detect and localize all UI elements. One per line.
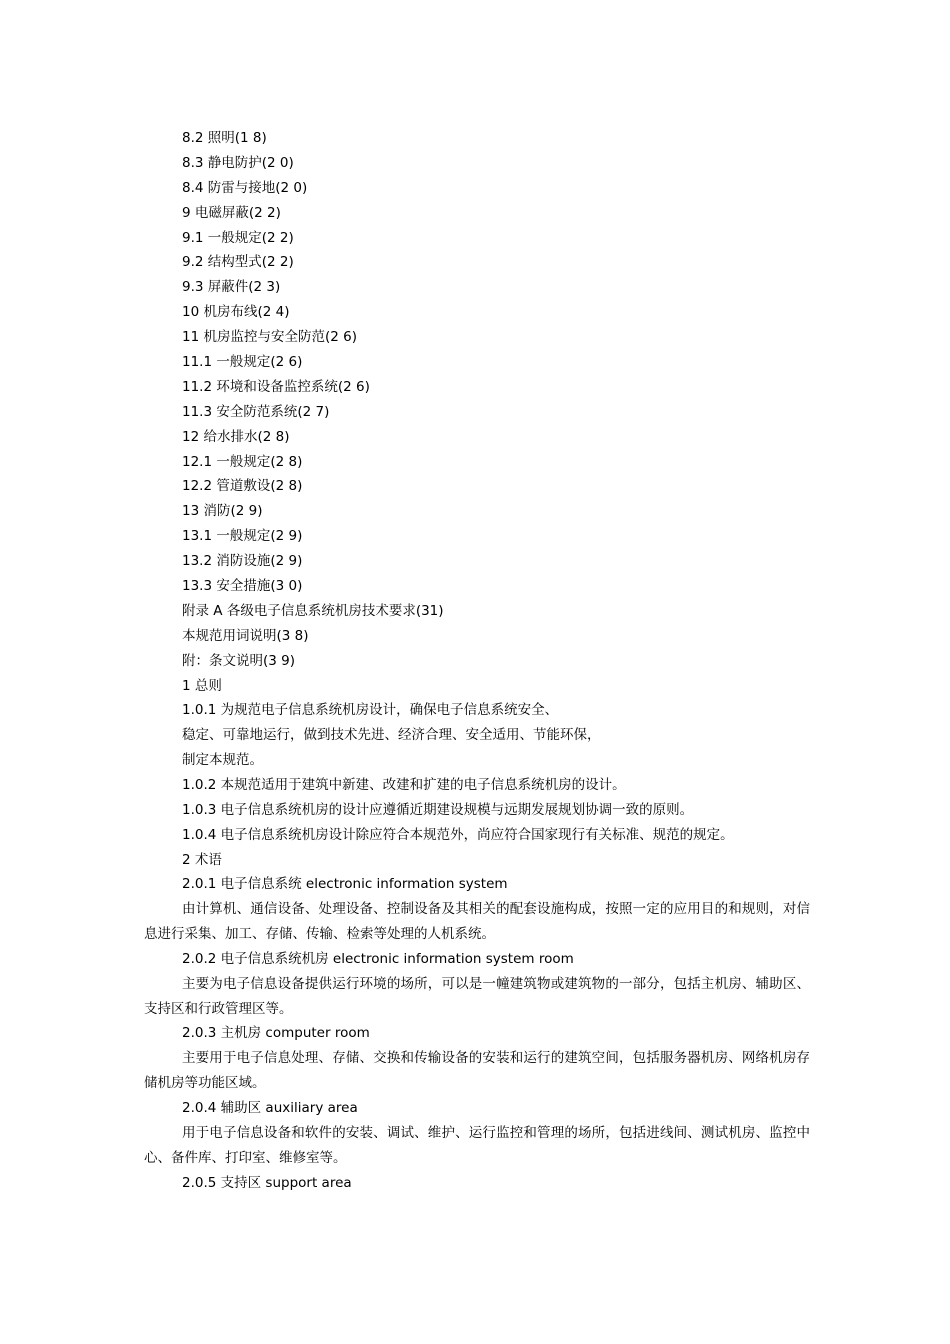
toc-line: 9.3 屏蔽件(2 3)	[182, 279, 281, 296]
toc-line: 10 机房布线(2 4)	[182, 304, 290, 321]
toc-line: 本规范用词说明(3 8)	[182, 627, 309, 644]
term-definition: 由计算机、通信设备、处理设备、控制设备及其相关的配套设施构成，按照一定的应用目的和规则，对信息进行采集、加工、存储、传输、检索等处理的人机系统。	[144, 900, 810, 942]
clause-line: 制定本规范。	[182, 752, 263, 769]
term-heading: 2.0.4 辅助区 auxiliary area	[182, 1100, 358, 1117]
toc-line: 13.3 安全措施(3 0)	[182, 578, 303, 595]
term-heading: 2.0.2 电子信息系统机房 electronic information system room	[182, 950, 574, 967]
toc-line: 附：条文说明(3 9)	[182, 652, 296, 669]
toc-line: 11.1 一般规定(2 6)	[182, 354, 303, 371]
toc-line: 8.4 防雷与接地(2 0)	[182, 179, 308, 196]
toc-line: 12 给水排水(2 8)	[182, 428, 290, 445]
term-heading: 2.0.5 支持区 support area	[182, 1174, 352, 1191]
toc-line: 11 机房监控与安全防范(2 6)	[182, 329, 357, 346]
clause-line: 1.0.4 电子信息系统机房设计除应符合本规范外，尚应符合国家现行有关标准、规范的规定。	[182, 826, 734, 843]
term-definition: 主要用于电子信息处理、存储、交换和传输设备的安装和运行的建筑空间，包括服务器机房、网络机房存储机房等功能区域。	[144, 1050, 810, 1092]
toc-line: 13.1 一般规定(2 9)	[182, 528, 303, 545]
toc-line: 附录 A 各级电子信息系统机房技术要求(31)	[182, 602, 444, 619]
toc-list	[182, 126, 734, 873]
toc-line: 9 电磁屏蔽(2 2)	[182, 204, 281, 221]
toc-line: 11.3 安全防范系统(2 7)	[182, 403, 330, 420]
term-definition: 主要为电子信息设备提供运行环境的场所，可以是一幢建筑物或建筑物的一部分，包括主机房、辅助区、支持区和行政管理区等。	[144, 975, 810, 1017]
toc-line: 12.1 一般规定(2 8)	[182, 453, 303, 470]
clause-line: 稳定、可靠地运行，做到技术先进、经济合理、安全适用、节能环保，	[182, 727, 601, 744]
toc-line: 11.2 环境和设备监控系统(2 6)	[182, 378, 370, 395]
clause-line: 1.0.3 电子信息系统机房的设计应遵循近期建设规模与远期发展规划协调一致的原则。	[182, 802, 694, 819]
clause-line: 1.0.1 为规范电子信息系统机房设计，确保电子信息系统安全、	[182, 702, 559, 719]
term-heading: 2.0.3 主机房 computer room	[182, 1025, 370, 1042]
toc-line: 12.2 管道敷设(2 8)	[182, 478, 303, 495]
toc-line: 13 消防(2 9)	[182, 503, 263, 520]
toc-line: 9.1 一般规定(2 2)	[182, 229, 294, 246]
clause-line: 1.0.2 本规范适用于建筑中新建、改建和扩建的电子信息系统机房的设计。	[182, 777, 626, 794]
toc-line: 13.2 消防设施(2 9)	[182, 553, 303, 570]
terms-section	[144, 872, 810, 1196]
term-definition: 用于电子信息设备和软件的安装、调试、维护、运行监控和管理的场所，包括进线间、测试机房、监控中心、备件库、打印室、维修室等。	[144, 1125, 810, 1166]
section-heading: 2 术语	[182, 851, 222, 868]
term-heading: 2.0.1 电子信息系统 electronic information system	[182, 876, 508, 892]
section-heading: 1 总则	[182, 677, 222, 694]
toc-line: 8.2 照明(1 8)	[182, 130, 267, 146]
toc-line: 8.3 静电防护(2 0)	[182, 154, 294, 171]
toc-line: 9.2 结构型式(2 2)	[182, 254, 294, 271]
